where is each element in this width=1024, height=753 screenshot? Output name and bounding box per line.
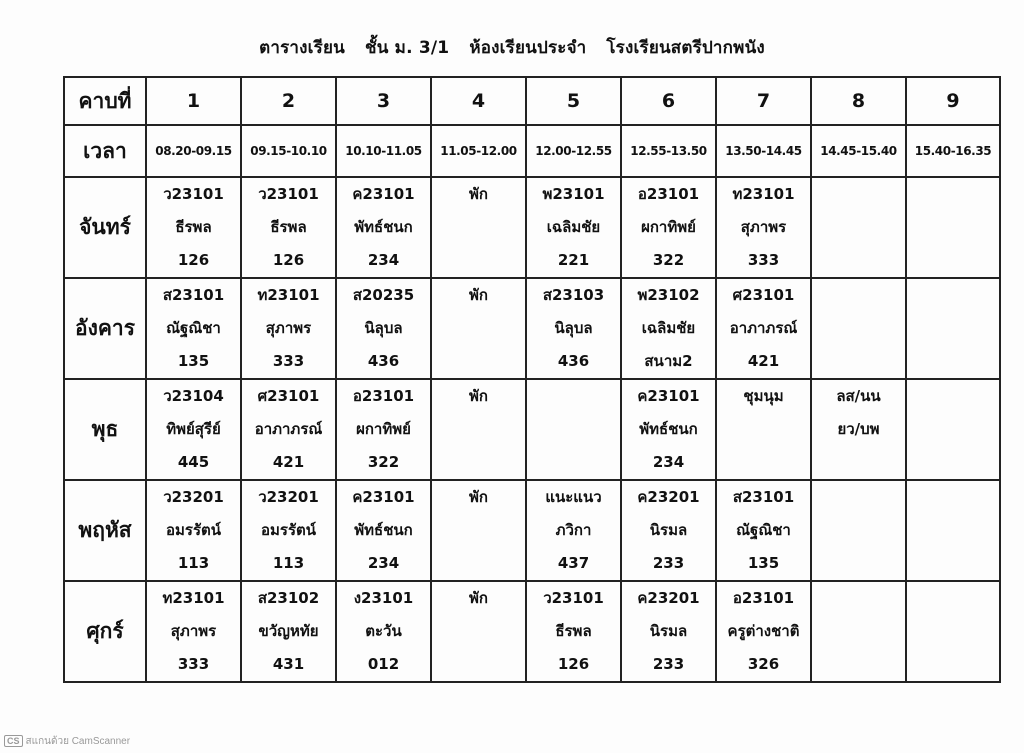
period-header-7: 7 [716, 77, 811, 125]
room-number: 135 [177, 352, 210, 370]
timetable-body [64, 77, 1000, 682]
room-number: 421 [747, 352, 780, 370]
subject-code: พัก [469, 589, 488, 607]
schedule-cell [811, 581, 906, 682]
schedule-cell [621, 480, 716, 581]
period-header-5: 5 [526, 77, 621, 125]
schedule-cell [241, 581, 336, 682]
schedule-cell [906, 278, 1000, 379]
camscanner-logo-icon: CS [4, 735, 23, 747]
subject-code: พ23101 [542, 185, 605, 203]
subject-code: พ23102 [637, 286, 700, 304]
schedule-cell [526, 379, 621, 480]
day-label: พุธ [64, 379, 146, 480]
schedule-cell [431, 480, 526, 581]
period-header-8: 8 [811, 77, 906, 125]
schedule-cell [336, 177, 431, 278]
subject-code: ค23201 [637, 589, 700, 607]
schedule-cell [431, 581, 526, 682]
schedule-cell [526, 177, 621, 278]
subject-code: ท23101 [732, 185, 795, 203]
subject-code: ว23201 [258, 488, 319, 506]
subject-code: ว23101 [163, 185, 224, 203]
time-label: เวลา [64, 125, 146, 177]
time-cell-7: 13.50-14.45 [716, 125, 811, 177]
day-label: พฤหัส [64, 480, 146, 581]
room-number: สนาม2 [644, 352, 693, 370]
teacher-name: นิลุบล [554, 319, 593, 337]
teacher-name: ณัฐณิชา [736, 521, 791, 539]
schedule-cell [241, 379, 336, 480]
schedule-cell [146, 581, 241, 682]
schedule-cell [811, 278, 906, 379]
teacher-name: นิรมล [649, 622, 688, 640]
title-room: ห้องเรียนประจำ [469, 38, 587, 58]
subject-code: ง23101 [353, 589, 414, 607]
day-label: ศุกร์ [64, 581, 146, 682]
subject-code: พัก [469, 387, 488, 405]
period-header-1: 1 [146, 77, 241, 125]
room-number: 233 [652, 554, 685, 572]
schedule-cell [811, 177, 906, 278]
subject-code: พัก [469, 286, 488, 304]
schedule-cell [146, 379, 241, 480]
period-header-9: 9 [906, 77, 1000, 125]
day-row [64, 278, 1000, 379]
room-number: 437 [557, 554, 590, 572]
schedule-cell [621, 581, 716, 682]
room-number: 431 [272, 655, 305, 673]
subject-code: แนะแนว [545, 488, 602, 506]
schedule-cell [716, 278, 811, 379]
teacher-name: ธีรพล [175, 218, 212, 236]
room-number: 234 [367, 554, 400, 572]
schedule-cell [906, 581, 1000, 682]
schedule-cell [336, 480, 431, 581]
subject-code: ค23101 [352, 185, 415, 203]
subject-code: อ23101 [352, 387, 415, 405]
schedule-cell [336, 379, 431, 480]
period-header-3: 3 [336, 77, 431, 125]
room-number: 135 [747, 554, 780, 572]
time-cell-8: 14.45-15.40 [811, 125, 906, 177]
timetable [63, 76, 1001, 683]
teacher-name: สุภาพร [265, 319, 312, 337]
schedule-cell [241, 278, 336, 379]
period-header-6: 6 [621, 77, 716, 125]
subject-code: พัก [469, 185, 488, 203]
room-number: 126 [557, 655, 590, 673]
subject-code: ส20235 [352, 286, 415, 304]
teacher-name: ธีรพล [270, 218, 307, 236]
schedule-cell [431, 278, 526, 379]
schedule-cell [431, 379, 526, 480]
teacher-name: สุภาพร [740, 218, 787, 236]
schedule-cell [431, 177, 526, 278]
subject-code: ค23101 [637, 387, 700, 405]
schedule-cell [146, 480, 241, 581]
schedule-cell [621, 379, 716, 480]
room-number: 436 [367, 352, 400, 370]
schedule-cell [336, 278, 431, 379]
room-number: 113 [177, 554, 210, 572]
title-text: ตารางเรียน [259, 38, 345, 58]
room-number: 333 [747, 251, 780, 269]
teacher-name: อาภาภรณ์ [254, 420, 323, 438]
teacher-name: ณัฐณิชา [166, 319, 221, 337]
room-number: 445 [177, 453, 210, 471]
subject-code: ส23103 [542, 286, 605, 304]
time-cell-1: 08.20-09.15 [146, 125, 241, 177]
room-number: 333 [177, 655, 210, 673]
room-number: 126 [177, 251, 210, 269]
schedule-cell [526, 581, 621, 682]
room-number: 322 [367, 453, 400, 471]
teacher-name: ขวัญหทัย [258, 622, 319, 640]
subject-code: พัก [469, 488, 488, 506]
teacher-name: เฉลิมชัย [546, 218, 601, 236]
room-number: 234 [652, 453, 685, 471]
teacher-name: ผกาทิพย์ [356, 420, 411, 438]
subject-code: ว23101 [543, 589, 604, 607]
teacher-name: อมรรัตน์ [260, 521, 316, 539]
day-row [64, 177, 1000, 278]
teacher-name: ผกาทิพย์ [641, 218, 696, 236]
schedule-cell [906, 480, 1000, 581]
room-number: 126 [272, 251, 305, 269]
schedule-cell [526, 278, 621, 379]
teacher-name: พัทธ์ชนก [639, 420, 698, 438]
subject-code: ค23201 [637, 488, 700, 506]
subject-code: อ23101 [637, 185, 700, 203]
subject-code: ท23101 [162, 589, 225, 607]
schedule-cell [716, 379, 811, 480]
room-number: 221 [557, 251, 590, 269]
room-number: 234 [367, 251, 400, 269]
teacher-name: สุภาพร [170, 622, 217, 640]
schedule-cell [716, 177, 811, 278]
teacher-name: พัทธ์ชนก [354, 218, 413, 236]
time-row [64, 125, 1000, 177]
subject-code: ว23104 [163, 387, 224, 405]
room-number: 436 [557, 352, 590, 370]
room-number: 421 [272, 453, 305, 471]
room-number: 322 [652, 251, 685, 269]
time-cell-3: 10.10-11.05 [336, 125, 431, 177]
subject-code: ชุมนุม [743, 387, 784, 405]
schedule-cell [146, 177, 241, 278]
period-header-2: 2 [241, 77, 336, 125]
schedule-cell [621, 278, 716, 379]
teacher-name: พัทธ์ชนก [354, 521, 413, 539]
time-cell-4: 11.05-12.00 [431, 125, 526, 177]
page-title [0, 34, 1024, 61]
subject-code: ว23201 [163, 488, 224, 506]
period-header-row [64, 77, 1000, 125]
teacher-name: ยว/บพ [837, 420, 880, 438]
subject-code: ว23101 [258, 185, 319, 203]
day-row [64, 379, 1000, 480]
subject-code: ส23101 [162, 286, 225, 304]
day-label: จันทร์ [64, 177, 146, 278]
schedule-cell [526, 480, 621, 581]
schedule-cell [811, 480, 906, 581]
subject-code: ศ23101 [732, 286, 795, 304]
subject-code: ศ23101 [257, 387, 320, 405]
teacher-name: เฉลิมชัย [641, 319, 696, 337]
camscanner-watermark [4, 734, 130, 749]
teacher-name: ภวิกา [555, 521, 592, 539]
subject-code: ค23101 [352, 488, 415, 506]
day-row [64, 581, 1000, 682]
teacher-name: ครูต่างชาติ [727, 622, 800, 640]
schedule-cell [336, 581, 431, 682]
teacher-name: อาภาภรณ์ [729, 319, 798, 337]
title-school: โรงเรียนสตรีปากพนัง [606, 38, 765, 58]
schedule-cell [906, 177, 1000, 278]
room-number: 333 [272, 352, 305, 370]
room-number: 012 [367, 655, 400, 673]
schedule-cell [146, 278, 241, 379]
schedule-cell [241, 480, 336, 581]
day-label: อังคาร [64, 278, 146, 379]
schedule-cell [716, 480, 811, 581]
schedule-cell [906, 379, 1000, 480]
room-number: 326 [747, 655, 780, 673]
subject-code: ลส/นน [836, 387, 881, 405]
title-grade: ชั้น ม. 3/1 [364, 38, 450, 58]
teacher-name: อมรรัตน์ [165, 521, 221, 539]
subject-code: ท23101 [257, 286, 320, 304]
schedule-cell [716, 581, 811, 682]
teacher-name: ตะวัน [365, 622, 402, 640]
subject-code: อ23101 [732, 589, 795, 607]
time-cell-2: 09.15-10.10 [241, 125, 336, 177]
subject-code: ส23102 [257, 589, 320, 607]
period-header-4: 4 [431, 77, 526, 125]
room-number: 113 [272, 554, 305, 572]
teacher-name: นิรมล [649, 521, 688, 539]
watermark-text: สแกนด้วย CamScanner [25, 736, 131, 747]
schedule-cell [621, 177, 716, 278]
time-cell-5: 12.00-12.55 [526, 125, 621, 177]
time-cell-6: 12.55-13.50 [621, 125, 716, 177]
period-label: คาบที่ [64, 77, 146, 125]
subject-code: ส23101 [732, 488, 795, 506]
schedule-cell [241, 177, 336, 278]
day-row [64, 480, 1000, 581]
teacher-name: ธีรพล [555, 622, 592, 640]
time-cell-9: 15.40-16.35 [906, 125, 1000, 177]
teacher-name: นิลุบล [364, 319, 403, 337]
teacher-name: ทิพย์สุรีย์ [166, 420, 221, 438]
room-number: 233 [652, 655, 685, 673]
schedule-cell [811, 379, 906, 480]
